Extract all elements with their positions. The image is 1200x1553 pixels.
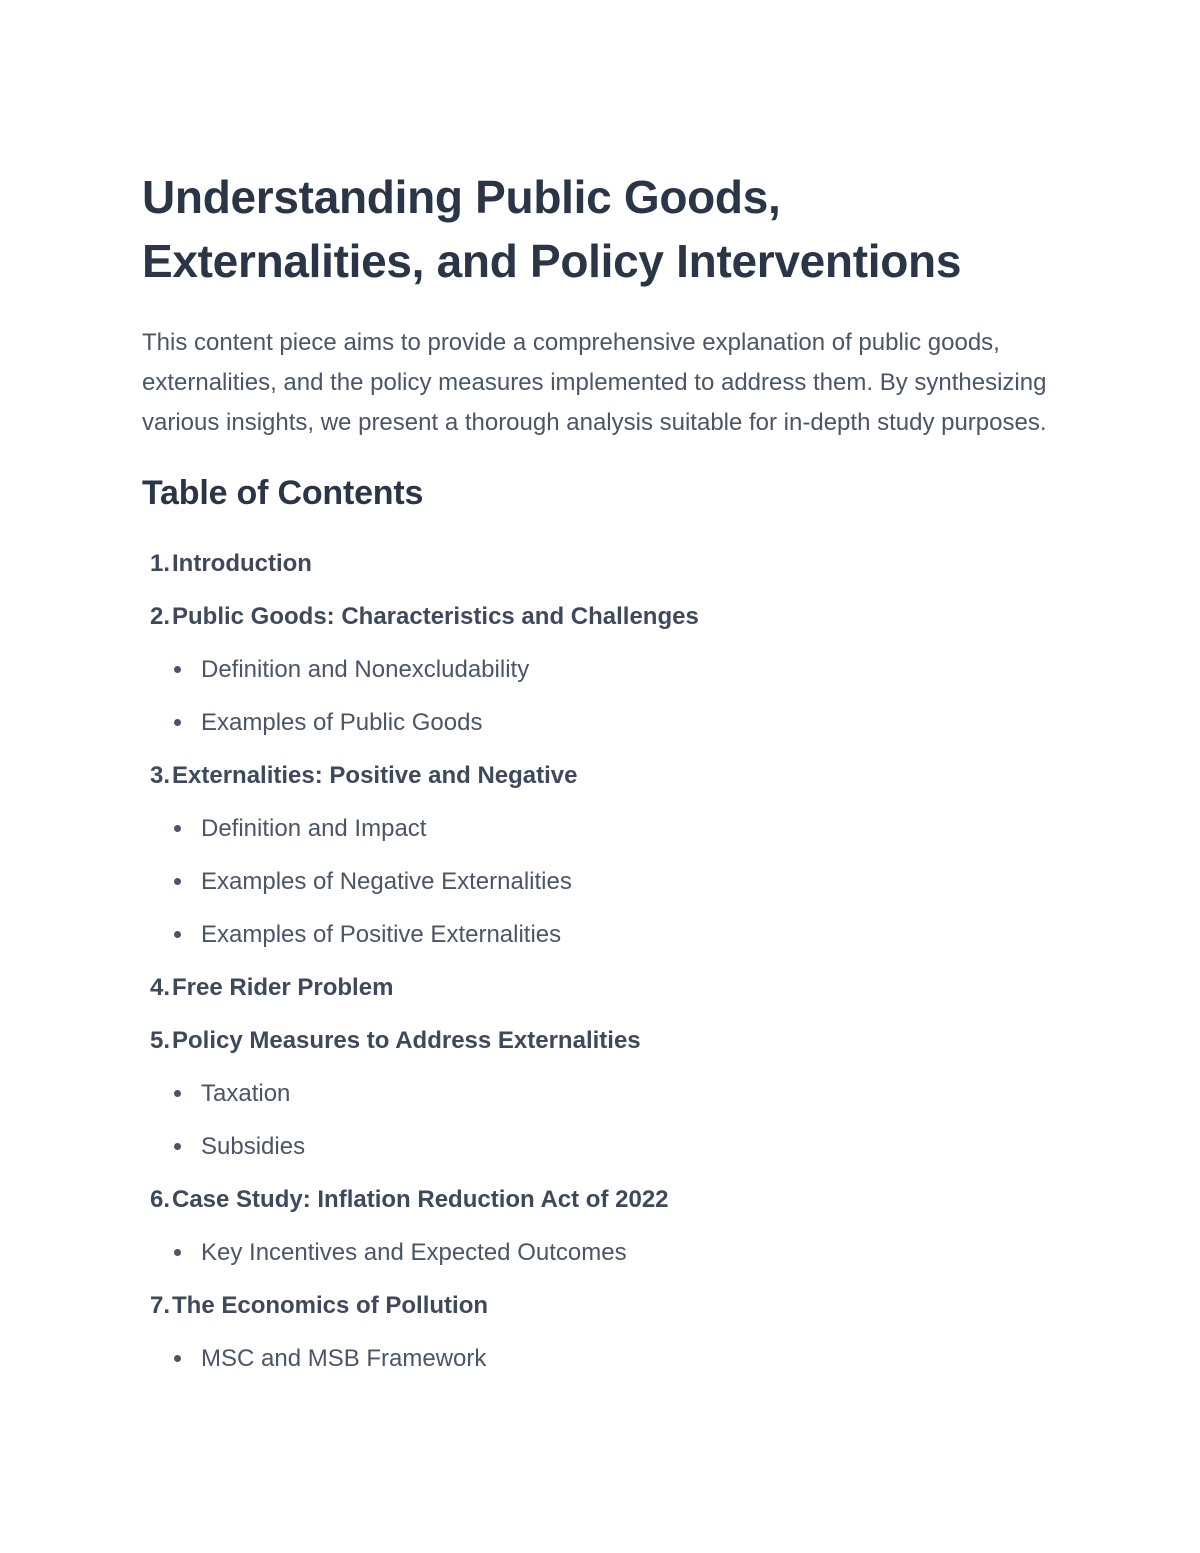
toc-section-number: 3. bbox=[149, 762, 170, 789]
bullet-icon bbox=[174, 1249, 181, 1256]
toc-section-label: The Economics of Pollution bbox=[172, 1292, 489, 1319]
toc-item bbox=[142, 590, 1062, 749]
toc-section-number: 6. bbox=[149, 1186, 170, 1213]
title-line-2: Externalities, and Policy Interventions bbox=[142, 235, 962, 287]
bullet-icon bbox=[174, 1090, 181, 1097]
toc-subsection-item bbox=[142, 855, 1062, 908]
toc-section-number: 1. bbox=[149, 550, 170, 577]
toc-subsection-item bbox=[142, 643, 1062, 696]
toc-subsection-label: Examples of Positive Externalities bbox=[201, 920, 562, 948]
toc-subsection-label: Definition and Nonexcludability bbox=[201, 655, 530, 683]
toc-subsection-item bbox=[142, 1120, 1062, 1173]
toc-item bbox=[142, 1014, 1062, 1173]
toc-section-label: Policy Measures to Address Externalities bbox=[172, 1027, 641, 1054]
toc-section-entry bbox=[142, 590, 1062, 643]
toc-subsection-label: Subsidies bbox=[201, 1132, 306, 1160]
bullet-icon bbox=[174, 1355, 181, 1362]
toc-section-label: Externalities: Positive and Negative bbox=[172, 762, 578, 789]
bullet-icon bbox=[174, 1143, 181, 1150]
bullet-icon bbox=[174, 666, 181, 673]
toc-section-number: 4. bbox=[149, 974, 170, 1001]
document-title bbox=[142, 165, 1062, 293]
toc-section-label: Introduction bbox=[172, 550, 312, 577]
toc-subsection-label: Examples of Public Goods bbox=[201, 708, 483, 736]
bullet-icon bbox=[174, 931, 181, 938]
toc-subsection-item bbox=[142, 696, 1062, 749]
toc-list bbox=[142, 537, 1062, 1385]
toc-item bbox=[142, 1279, 1062, 1385]
toc-item bbox=[142, 1173, 1062, 1279]
toc-section-label: Public Goods: Characteristics and Challenges bbox=[172, 603, 699, 630]
toc-subsection-label: Key Incentives and Expected Outcomes bbox=[201, 1238, 627, 1266]
document-content bbox=[142, 165, 1062, 1385]
toc-subsection-item bbox=[142, 802, 1062, 855]
toc-section-number: 2. bbox=[149, 603, 170, 630]
toc-section-entry bbox=[142, 1014, 1062, 1067]
toc-subsection-list bbox=[142, 1332, 1062, 1385]
bullet-icon bbox=[174, 719, 181, 726]
toc-section-entry bbox=[142, 961, 1062, 1014]
title-line-1: Understanding Public Goods, bbox=[142, 171, 781, 223]
toc-item bbox=[142, 537, 1062, 590]
toc-section-number: 7. bbox=[149, 1292, 170, 1319]
toc-subsection-list bbox=[142, 802, 1062, 961]
toc-section-label: Free Rider Problem bbox=[172, 974, 394, 1001]
bullet-icon bbox=[174, 878, 181, 885]
toc-item bbox=[142, 961, 1062, 1014]
toc-subsection-list bbox=[142, 1067, 1062, 1173]
toc-item bbox=[142, 749, 1062, 961]
toc-section-entry bbox=[142, 537, 1062, 590]
toc-subsection-item bbox=[142, 1332, 1062, 1385]
toc-subsection-label: Taxation bbox=[201, 1079, 291, 1107]
toc-subsection-item bbox=[142, 1067, 1062, 1120]
intro-paragraph: This content piece aims to provide a comprehensive explanation of public goods, externalities, and the policy measures implemented to address them. By synthesizing various insights, we present a thorough analysis suitable for in-depth study purposes. bbox=[142, 329, 1047, 436]
toc-section-label: Case Study: Inflation Reduction Act of 2022 bbox=[172, 1186, 669, 1213]
bullet-icon bbox=[174, 825, 181, 832]
toc-subsection-label: Definition and Impact bbox=[201, 814, 427, 842]
toc-heading: Table of Contents bbox=[142, 474, 424, 512]
toc-section-entry bbox=[142, 1279, 1062, 1332]
toc-subsection-label: Examples of Negative Externalities bbox=[201, 867, 572, 895]
toc-section-entry bbox=[142, 749, 1062, 802]
toc-subsection-item bbox=[142, 908, 1062, 961]
toc-subsection-label: MSC and MSB Framework bbox=[201, 1344, 487, 1372]
toc-subsection-list bbox=[142, 643, 1062, 749]
toc-section-number: 5. bbox=[149, 1027, 170, 1054]
toc-subsection-item bbox=[142, 1226, 1062, 1279]
toc-subsection-list bbox=[142, 1226, 1062, 1279]
toc-section-entry bbox=[142, 1173, 1062, 1226]
